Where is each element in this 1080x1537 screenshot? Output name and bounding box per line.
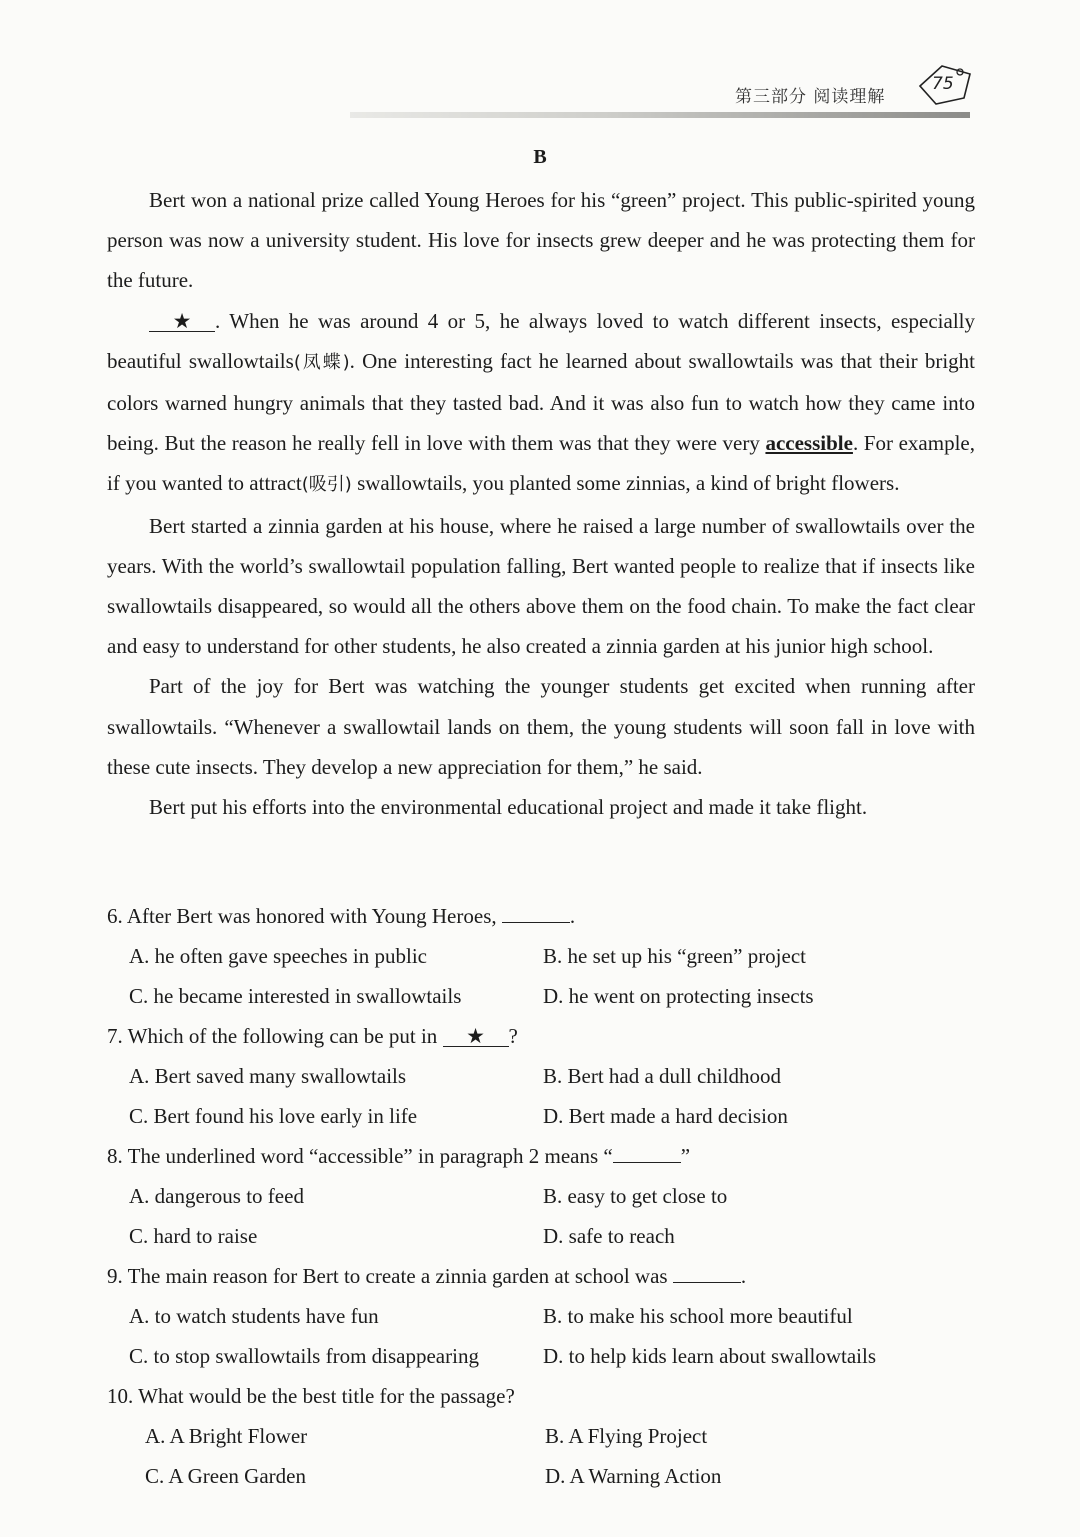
question-list [107,896,987,1496]
option-a[interactable]: A. A Bright Flower [145,1424,308,1448]
star-blank: ★ [149,311,215,332]
page-header [0,0,1080,130]
option-a[interactable]: A. Bert saved many swallowtails [129,1064,407,1088]
options-row [107,1056,987,1096]
question-6: 6. After Bert was honored with Young Heroes, . [107,896,987,936]
option-a[interactable]: A. he often gave speeches in public [129,944,427,968]
paragraph-2: ★ . When he was around 4 or 5, he always loved to watch different insects, especially beautiful swallowtails(凤蝶). One interesting fact he learned about swallowtails was that their bright colors warned hungry animals that they tasted bad. And it was also fun to watch how they came into being. But the reason he really fell in love with them was that they were very accessible. For example, if you wanted to attract(吸引) swallowtails, you planted some zinnias, a kind of bright flowers. [107,308,975,496]
option-b[interactable]: B. to make his school more beautiful [543,1304,853,1328]
options-row [107,1096,987,1136]
options-row [107,1296,987,1336]
option-b[interactable]: B. A Flying Project [545,1424,708,1448]
answer-blank [673,1260,741,1283]
option-d[interactable]: D. Bert made a hard decision [543,1104,788,1128]
star-blank: ★ [443,1026,509,1047]
options-row [107,1416,987,1456]
option-b[interactable]: B. Bert had a dull childhood [543,1064,781,1088]
answer-blank [502,900,570,923]
options-row [107,1216,987,1256]
paragraph-1: Bert won a national prize called Young Heroes for his “green” project. This public-spirited young person was now a university student. His love for insects grew deeper and he was protecting them for the future. [107,188,975,293]
options-row [107,936,987,976]
reading-passage [107,180,975,827]
option-b[interactable]: B. he set up his “green” project [543,944,806,968]
question-10: 10. What would be the best title for the passage? [107,1384,515,1408]
question-8: 8. The underlined word “accessible” in paragraph 2 means “ ” [107,1136,987,1176]
option-a[interactable]: A. dangerous to feed [129,1184,304,1208]
option-b[interactable]: B. easy to get close to [543,1184,728,1208]
options-row [107,1336,987,1376]
option-c[interactable]: C. Bert found his love early in life [129,1104,418,1128]
option-c[interactable]: C. hard to raise [129,1224,258,1248]
option-a[interactable]: A. to watch students have fun [129,1304,379,1328]
paragraph-4: Part of the joy for Bert was watching the younger students get excited when running after swallowtails. “Whenever a swallowtail lands on them, the young students will soon fall in love with these cute insects. They develop a new appreciation for them,” he said. [107,674,975,779]
options-row [107,1456,987,1496]
option-d[interactable]: D. safe to reach [543,1224,675,1248]
paragraph-5: Bert put his efforts into the environmental educational project and made it take flight. [149,795,868,820]
paragraph-3: Bert started a zinnia garden at his house, where he raised a large number of swallowtails over the years. With the world’s swallowtail population falling, Bert wanted people to realize that if insects like swallowtails disappeared, so would all the others above them on the food chain. To make the fact clear and easy to understand for other students, he also created a zinnia garden at his junior high school. [107,513,975,659]
answer-blank [613,1140,681,1163]
section-title: 第三部分 阅读理解 [735,87,886,107]
option-c[interactable]: C. A Green Garden [145,1464,306,1488]
option-c[interactable]: C. to stop swallowtails from disappearing [129,1344,479,1368]
question-9: 9. The main reason for Bert to create a zinnia garden at school was . [107,1256,987,1296]
header-rule [350,112,970,118]
page-number: 75 [932,74,954,94]
option-d[interactable]: D. to help kids learn about swallowtails [543,1344,877,1368]
underlined-word: accessible [765,431,853,456]
option-d[interactable]: D. A Warning Action [545,1464,722,1488]
page-number-badge [916,60,976,110]
option-d[interactable]: D. he went on protecting insects [543,984,814,1008]
options-row [107,1176,987,1216]
options-row [107,976,987,1016]
option-c[interactable]: C. he became interested in swallowtails [129,984,462,1008]
section-letter: B [533,146,547,168]
question-7: 7. Which of the following can be put in ★ ? [107,1024,518,1048]
